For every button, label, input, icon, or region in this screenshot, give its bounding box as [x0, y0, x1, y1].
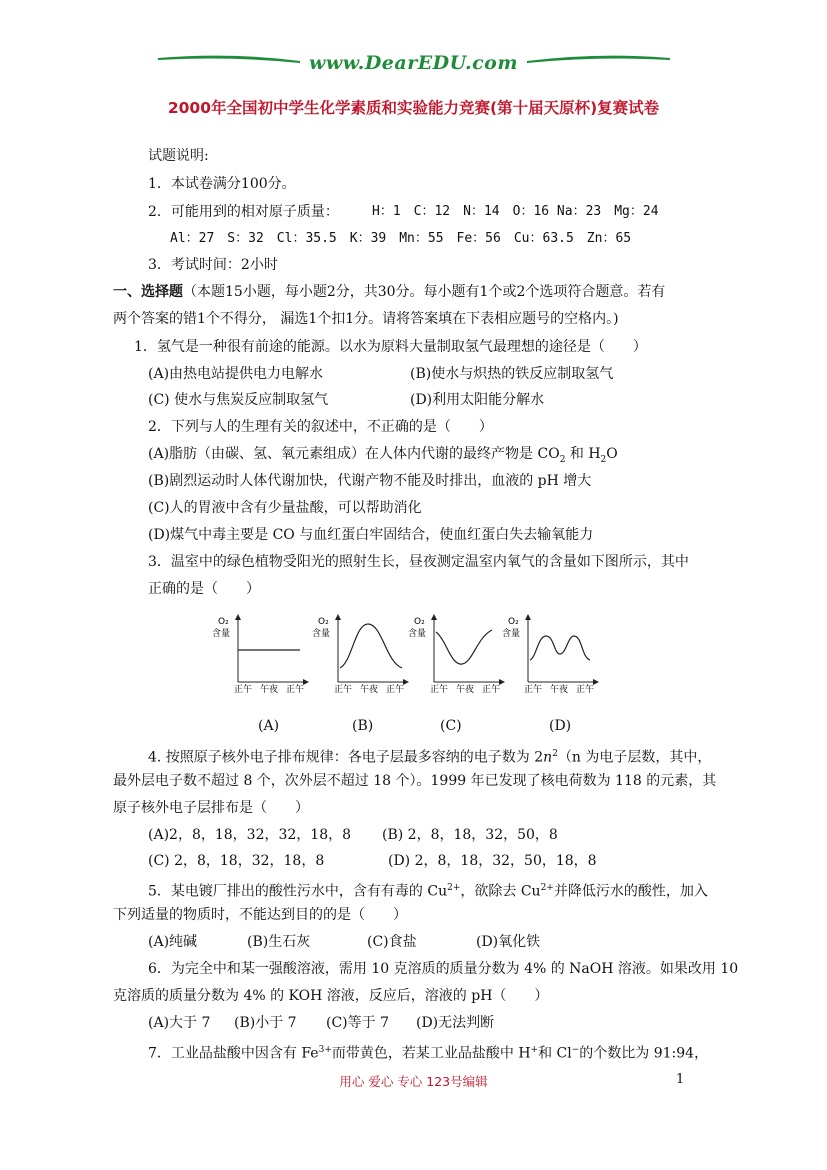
graph-c-xtick-3: 正午 [482, 685, 501, 695]
q4-stem-line-2: 最外层电子数不超过 8 个，次外层不超过 18 个）。1999 年已发现了核电荷数为 118 的元素，其 [113, 773, 717, 789]
section-description-line-1: 一、选择题（本题15小题，每小题2分，共30分。每小题有1个或2个选项符合题意。若有 [113, 284, 666, 300]
page-number: 1 [676, 1072, 685, 1087]
graph-a [212, 617, 306, 695]
instruction-item-2: 2．可能用到的相对原子质量： [148, 204, 339, 220]
graph-b-curve [340, 624, 402, 668]
q6-option-b: (B)小于 7 [234, 1015, 297, 1031]
atomic-masses-row-2: Al：27 S：32 Cl：35.5 K：39 Mn：55 Fe：56 Cu：63.5 Zn：65 [170, 231, 632, 246]
graph-b-xtick-3: 正午 [386, 685, 405, 695]
graph-a-ylabel-top: O₂ [218, 617, 229, 627]
q7-stem: 7．工业品盐酸中因含有 $Fe^{3+}$而带黄色，若某工业品盐酸中 H+和 Cl−的个数比为 91:94， [148, 1045, 709, 1062]
q6-stem-line-1: 6．为完全中和某一强酸溶液，需用 10 克溶质的质量分数为 4% 的 NaOH 溶液。如果改用 10 [148, 961, 739, 977]
atomic-masses-row-1: H：1 C：12 N：14 O：16 Na：23 Mg：24 [372, 204, 659, 219]
q3-stem-line-2: 正确的是（ ） [148, 581, 260, 597]
q1-option-b: (B)使水与炽热的铁反应制取氢气 [410, 366, 614, 382]
q6-option-c: (C)等于 7 [326, 1015, 389, 1031]
graph-c-ylabel-top: O₂ [414, 617, 425, 627]
q3-graphs [210, 612, 610, 698]
graph-c-ylabel: 含量 [408, 629, 427, 639]
graph-d-xtick-3: 正午 [576, 685, 595, 695]
q3-label-b: (B) [352, 718, 374, 734]
graph-c [408, 617, 502, 695]
q6-option-d: (D)无法判断 [416, 1015, 495, 1031]
graph-b-xtick-2: 午夜 [360, 685, 379, 695]
q3-label-d: (D) [549, 718, 572, 734]
page-footer: 用心 爱心 专心 123号编辑 [339, 1074, 488, 1089]
q5-option-d: (D)氧化铁 [476, 934, 541, 950]
q5-stem-line-1: 5．某电镀厂排出的酸性污水中，含有有毒的 $Cu^{2+}$，欲除去 $Cu^{2+}$并降低污水的酸性，加入 [148, 883, 708, 900]
graph-c-curve [436, 630, 492, 664]
q4-option-c: (C) 2，8，18，32，18，8 [148, 853, 325, 869]
q2-stem: 2．下列与人的生理有关的叙述中，不正确的是（ ） [148, 419, 493, 435]
graph-c-xtick-1: 正午 [430, 685, 449, 695]
graph-d-curve [530, 636, 590, 660]
logo-text: www.DearEDU.com [309, 52, 518, 74]
q3-label-c: (C) [440, 718, 462, 734]
site-logo [0, 48, 827, 76]
section-description-line-2: 两个答案的错1个不得分， 漏选1个扣1分。请将答案填在下表相应题号的空格内。) [113, 311, 619, 327]
page-title: 2000年全国初中学生化学素质和实验能力竞赛(第十届天原杯)复赛试卷 [167, 99, 660, 117]
graph-a-xtick-3: 正午 [286, 685, 305, 695]
q2-option-c: (C)人的胃液中含有少量盐酸，可以帮助消化 [148, 500, 422, 516]
instruction-item-3: 3．考试时间：2小时 [148, 257, 278, 273]
q4-stem-line-1: 4. 按照原子核外电子排布规律：各电子层最多容纳的电子数为 $2n^2(n$ 为电子层数，其中， [148, 749, 712, 766]
q1-option-c: (C) 使水与焦炭反应制取氢气 [148, 392, 329, 408]
q2-option-a: (A)脂肪（由碳、氢、氧元素组成）在人体内代谢的最终产物是 $CO_2$ 和 $H_2O$ [148, 446, 618, 465]
graph-d-xtick-1: 正午 [524, 685, 543, 695]
q5-stem-line-2: 下列适量的物质时，不能达到目的的是（ ） [113, 907, 407, 923]
q4-option-b: (B) 2，8，18，32，50，8 [382, 827, 558, 843]
graph-b [312, 617, 406, 695]
q5-option-b: (B)生石灰 [247, 934, 311, 950]
graph-d-ylabel-top: O₂ [508, 617, 519, 627]
graph-b-ylabel: 含量 [312, 629, 331, 639]
q6-option-a: (A)大于 7 [148, 1015, 211, 1031]
instructions-heading: 试题说明: [148, 148, 209, 164]
q4-stem-line-3: 原子核外电子层排布是（ ） [113, 800, 309, 816]
q3-stem-line-1: 3．温室中的绿色植物受阳光的照射生长，昼夜测定温室内氧气的含量如下图所示，其中 [148, 554, 689, 570]
q3-label-a: (A) [258, 718, 280, 734]
graph-a-xtick-1: 正午 [234, 685, 253, 695]
graph-a-ylabel: 含量 [212, 629, 231, 639]
q2-option-d: (D)煤气中毒主要是 CO 与血红蛋白牢固结合，使血红蛋白失去输氧能力 [148, 527, 594, 543]
q5-option-a: (A)纯碱 [148, 934, 198, 950]
q5-option-c: (C)食盐 [367, 934, 417, 950]
graph-a-xtick-2: 午夜 [260, 685, 279, 695]
graph-d-xtick-2: 午夜 [550, 685, 569, 695]
q1-stem: 1．氢气是一种很有前途的能源。以水为原料大量制取氢气最理想的途径是（ ） [134, 339, 647, 355]
q2-option-b: (B)剧烈运动时人体代谢加快，代谢产物不能及时排出，血液的 pH 增大 [148, 473, 592, 489]
graph-c-xtick-2: 午夜 [456, 685, 475, 695]
q1-option-a: (A)由热电站提供电力电解水 [148, 366, 324, 382]
q4-option-a: (A)2，8，18，32，32，18，8 [148, 827, 352, 843]
q1-option-d: (D)利用太阳能分解水 [410, 392, 545, 408]
graph-b-xtick-1: 正午 [334, 685, 353, 695]
graph-d-ylabel: 含量 [502, 629, 521, 639]
graph-b-ylabel-top: O₂ [318, 617, 329, 627]
instruction-item-1: 1．本试卷满分100分。 [148, 176, 296, 192]
section-heading: 一、选择题 [113, 284, 183, 300]
q4-option-d: (D) 2，8，18，32，50，18，8 [388, 853, 597, 869]
graph-d [502, 617, 596, 695]
q6-stem-line-2: 克溶质的质量分数为 4% 的 KOH 溶液，反应后，溶液的 pH（ ） [113, 988, 549, 1004]
